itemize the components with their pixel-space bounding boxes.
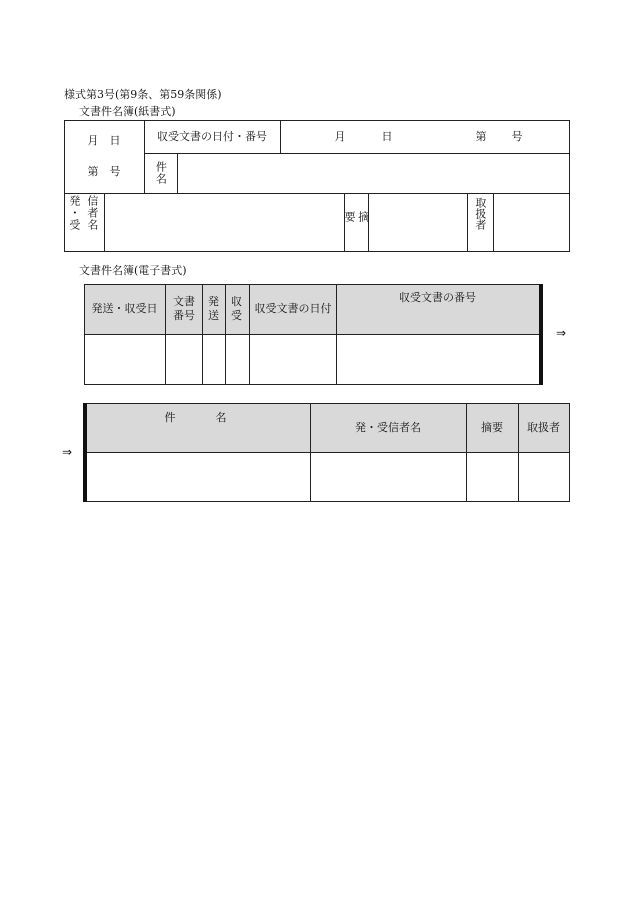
received-doc-date-number-label: 収受文書の日付・番号 [157, 129, 267, 143]
sender-receiver-label-col1: 発・受 [67, 195, 81, 231]
header-sender-receiver-name: 発・受信者名 [355, 420, 421, 434]
continue-arrow-left: ⇒ [62, 445, 73, 459]
continue-arrow-right: ⇒ [556, 326, 567, 340]
header-summary: 摘要 [481, 420, 503, 434]
header-send: 発送 [208, 295, 219, 322]
form-title: 様式第3号(第9条、第59条関係) [64, 88, 222, 101]
header-subject: 件 名 [164, 411, 233, 425]
sender-receiver-label-col2: 信者名 [85, 195, 99, 231]
dai-label: 第 [475, 129, 487, 143]
summary-label: 摘要 [343, 210, 370, 236]
header-received-doc-number: 収受文書の番号 [399, 291, 476, 305]
paper-section-title: 文書件名簿(紙書式) [79, 105, 176, 118]
month-day-label: 月 日 [87, 134, 121, 148]
header-send-receive-date: 発送・収受日 [91, 302, 158, 316]
number-label: 第 号 [87, 165, 121, 179]
go-label: 号 [511, 129, 523, 143]
electronic-section-title: 文書件名簿(電子書式) [79, 264, 187, 277]
day-label: 日 [381, 129, 393, 143]
header-received-doc-date: 収受文書の日付 [254, 302, 332, 316]
header-document-number: 文書番号 [173, 295, 195, 322]
header-handler: 取扱者 [527, 420, 560, 434]
header-receive: 収受 [231, 295, 242, 322]
month-label: 月 [334, 129, 346, 143]
handler-label: 取扱者 [473, 197, 487, 230]
subject-label: 件名 [154, 161, 168, 185]
